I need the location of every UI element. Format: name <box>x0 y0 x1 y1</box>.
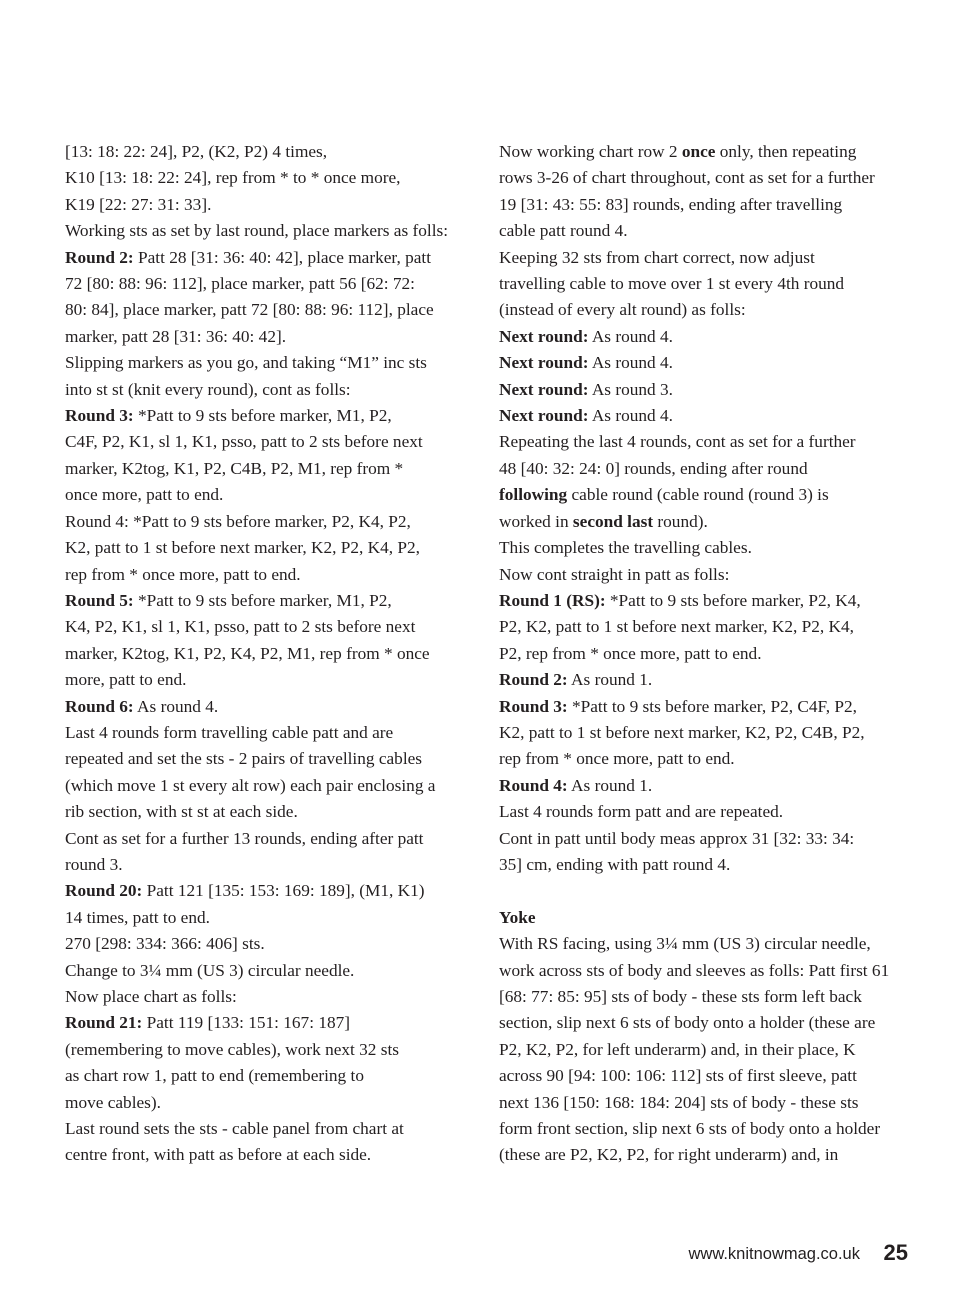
line-text: rep from * once more, patt to end. <box>499 749 735 769</box>
text-line <box>65 535 477 561</box>
line-text: Now place chart as folls: <box>65 987 237 1006</box>
text-line <box>65 852 477 878</box>
line-bold: second last <box>572 511 654 531</box>
text-line <box>65 1090 477 1116</box>
right-text-column <box>499 139 911 1169</box>
line-text: centre front, with patt as before at each side. <box>65 1145 372 1165</box>
text-line <box>499 139 911 165</box>
line-text: repeated and set the sts - 2 pairs of travelling cables <box>65 749 423 769</box>
line-text: round 3. <box>65 854 123 874</box>
text-line <box>499 509 911 535</box>
text-line <box>499 429 911 455</box>
line-bold: Next round: <box>499 326 589 346</box>
line-bold: Yoke <box>499 907 536 927</box>
text-line <box>499 482 911 508</box>
text-line <box>499 1090 911 1116</box>
line-text: marker, patt 28 [31: 36: 40: 42]. <box>65 326 287 346</box>
text-line <box>499 535 911 561</box>
line-text: 19 [31: 43: 55: 83] rounds, ending after travelling <box>499 194 843 214</box>
line-text: form front section, slip next 6 sts of body onto a holder <box>499 1119 881 1139</box>
text-line <box>499 324 911 350</box>
text-line <box>499 614 911 640</box>
line-text: [13: 18: 22: 24], P2, (K2, P2) 4 times, <box>65 142 328 161</box>
line-text: (instead of every alt round) as folls: <box>499 300 746 320</box>
line-bold: once <box>681 142 716 161</box>
line-text: marker, K2tog, K1, P2, K4, P2, M1, rep from * once <box>65 643 430 663</box>
text-line <box>65 350 477 376</box>
text-line <box>65 588 477 614</box>
text-line <box>499 562 911 588</box>
text-line <box>499 377 911 403</box>
line-text: K2, patt to 1 st before next marker, K2, P2, C4B, P2, <box>499 722 865 742</box>
line-text: once more, patt to end. <box>65 485 224 505</box>
line-text: Cont in patt until body meas approx 31 [32: 33: 34: <box>499 828 855 848</box>
text-line <box>499 456 911 482</box>
line-bold: following <box>499 485 568 505</box>
text-line <box>65 482 477 508</box>
text-line <box>65 1037 477 1063</box>
text-line <box>65 694 477 720</box>
text-line <box>499 271 911 297</box>
text-line <box>499 905 911 931</box>
text-line <box>499 720 911 746</box>
line-text: section, slip next 6 sts of body onto a holder (these are <box>499 1013 876 1033</box>
text-line <box>65 218 477 244</box>
line-text: Patt 28 [31: 36: 40: 42], place marker, patt <box>133 247 432 267</box>
text-line <box>65 1116 477 1142</box>
line-text: Change to 3¼ mm (US 3) circular needle. <box>65 960 355 980</box>
line-text: rep from * once more, patt to end. <box>65 564 301 584</box>
line-text: Working sts as set by last round, place markers as folls: <box>65 221 449 241</box>
text-line <box>65 931 477 957</box>
line-text: across 90 [94: 100: 106: 112] sts of first sleeve, patt <box>499 1066 857 1086</box>
line-text: As round 3. <box>588 379 673 399</box>
line-text: *Patt to 9 sts before marker, P2, C4F, P2, <box>567 696 857 716</box>
text-line <box>499 1063 911 1089</box>
text-line <box>499 641 911 667</box>
text-line <box>65 297 477 323</box>
line-text: *Patt to 9 sts before marker, M1, P2, <box>133 590 392 610</box>
text-line <box>499 852 911 878</box>
text-line <box>499 667 911 693</box>
text-line <box>499 588 911 614</box>
text-line <box>65 1063 477 1089</box>
text-line <box>65 456 477 482</box>
line-text: cable round (cable round (round 3) is <box>567 485 829 505</box>
text-line <box>499 218 911 244</box>
line-text: more, patt to end. <box>65 670 187 690</box>
line-text: As round 4. <box>588 326 673 346</box>
text-line <box>65 984 477 1010</box>
text-line <box>499 878 911 904</box>
line-text: 72 [80: 88: 96: 112], place marker, patt 56 [62: 72: <box>65 274 415 294</box>
line-text: Now working chart row 2 <box>499 142 682 161</box>
line-text: [68: 77: 85: 95] sts of body - these sts form left back <box>499 986 862 1006</box>
line-text: *Patt to 9 sts before marker, M1, P2, <box>133 406 392 426</box>
line-text: 35] cm, ending with patt round 4. <box>499 854 731 874</box>
line-bold: Next round: <box>499 406 589 426</box>
page-number: 25 <box>883 1240 908 1265</box>
text-line <box>65 641 477 667</box>
line-text: With RS facing, using 3¼ mm (US 3) circular needle, <box>499 934 871 954</box>
text-line <box>499 931 911 957</box>
line-text: Patt 121 [135: 153: 169: 189], (M1, K1) <box>142 881 425 901</box>
line-text: move cables). <box>65 1092 161 1112</box>
line-text: Last 4 rounds form travelling cable patt and are <box>65 722 394 742</box>
line-text: as chart row 1, patt to end (remembering to <box>65 1066 364 1086</box>
text-line <box>499 245 911 271</box>
text-line <box>65 614 477 640</box>
line-text: 48 [40: 32: 24: 0] rounds, ending after round <box>499 458 808 478</box>
line-text: As round 1. <box>567 775 653 795</box>
text-line <box>499 958 911 984</box>
line-bold: Next round: <box>499 353 589 373</box>
line-bold: Next round: <box>499 379 589 399</box>
line-bold: Round 5: <box>65 590 134 610</box>
line-text: *Patt to 9 sts before marker, P2, K4, <box>605 590 861 610</box>
text-line <box>65 667 477 693</box>
text-line <box>499 403 911 429</box>
line-text: Round 4: *Patt to 9 sts before marker, P2, K4, P2, <box>65 511 411 531</box>
line-text: (remembering to move cables), work next 32 sts <box>65 1039 400 1059</box>
text-line <box>65 1010 477 1036</box>
line-text: Now cont straight in patt as folls: <box>499 564 730 584</box>
text-line <box>65 878 477 904</box>
line-text: Keeping 32 sts from chart correct, now adjust <box>499 247 815 267</box>
line-text-after: round). <box>653 511 708 531</box>
text-line <box>65 509 477 535</box>
text-line <box>499 984 911 1010</box>
text-line <box>65 746 477 772</box>
line-text: work across sts of body and sleeves as folls: Patt first 61 <box>499 960 890 980</box>
line-bold: Round 6: <box>65 696 134 716</box>
line-text: Slipping markers as you go, and taking “M1” inc sts <box>65 353 427 373</box>
line-text: Last 4 rounds form patt and are repeated. <box>499 802 784 822</box>
line-bold: Round 3: <box>65 406 134 426</box>
text-line <box>65 905 477 931</box>
line-bold: Round 1 (RS): <box>499 590 606 610</box>
line-text: K10 [13: 18: 22: 24], rep from * to * once more, <box>65 168 401 188</box>
line-text: P2, K2, P2, for left underarm) and, in their place, K <box>499 1039 856 1059</box>
line-text: 14 times, patt to end. <box>65 907 210 927</box>
line-text: As round 1. <box>567 670 653 690</box>
line-bold: Round 21: <box>65 1013 143 1033</box>
text-line <box>65 826 477 852</box>
text-line <box>65 720 477 746</box>
text-line <box>499 746 911 772</box>
line-bold: Round 3: <box>499 696 568 716</box>
text-line <box>65 271 477 297</box>
text-line <box>499 165 911 191</box>
text-line <box>499 799 911 825</box>
line-text: K19 [22: 27: 31: 33]. <box>65 194 212 214</box>
line-text: As round 4. <box>588 406 673 426</box>
text-line <box>499 1037 911 1063</box>
line-text: (these are P2, K2, P2, for right underarm) and, in <box>499 1145 839 1165</box>
text-line <box>499 297 911 323</box>
line-text-after: only, then repeating <box>715 142 857 161</box>
line-text: 270 [298: 334: 366: 406] sts. <box>65 934 265 954</box>
line-bold: Round 2: <box>65 247 134 267</box>
line-bold: Round 20: <box>65 881 143 901</box>
text-line <box>499 1116 911 1142</box>
line-text: Cont as set for a further 13 rounds, ending after patt <box>65 828 424 848</box>
footer-url: www.knitnowmag.co.uk <box>688 1245 860 1263</box>
text-line <box>65 958 477 984</box>
line-text: K2, patt to 1 st before next marker, K2, P2, K4, P2, <box>65 538 420 558</box>
line-text: P2, rep from * once more, patt to end. <box>499 643 762 663</box>
text-line <box>499 1010 911 1036</box>
line-text: worked in <box>499 511 573 531</box>
text-line <box>499 1142 911 1168</box>
line-text: C4F, P2, K1, sl 1, K1, psso, patt to 2 sts before next <box>65 432 423 452</box>
text-line <box>65 403 477 429</box>
line-text: marker, K2tog, K1, P2, C4B, P2, M1, rep from * <box>65 458 404 478</box>
left-text-column <box>65 139 477 1169</box>
line-text: travelling cable to move over 1 st every 4th round <box>499 274 845 294</box>
text-line <box>499 694 911 720</box>
line-text: As round 4. <box>133 696 219 716</box>
line-bold: Round 2: <box>499 670 568 690</box>
text-line <box>65 324 477 350</box>
line-text: Last round sets the sts - cable panel from chart at <box>65 1119 404 1139</box>
line-text: rib section, with st st at each side. <box>65 802 298 822</box>
text-line <box>65 562 477 588</box>
text-line <box>65 377 477 403</box>
text-line <box>65 429 477 455</box>
line-text: This completes the travelling cables. <box>499 538 752 558</box>
text-line <box>499 773 911 799</box>
text-line <box>65 165 477 191</box>
line-text: next 136 [150: 168: 184: 204] sts of body - these sts <box>499 1092 859 1112</box>
line-text: 80: 84], place marker, patt 72 [80: 88: 96: 112], place <box>65 300 434 320</box>
text-line <box>65 1142 477 1168</box>
text-line <box>65 799 477 825</box>
line-text: Repeating the last 4 rounds, cont as set for a further <box>499 432 856 452</box>
line-text: rows 3-26 of chart throughout, cont as set for a further <box>499 168 875 188</box>
text-line <box>499 192 911 218</box>
line-text: As round 4. <box>588 353 673 373</box>
text-line <box>499 826 911 852</box>
text-line <box>499 350 911 376</box>
line-text: (which move 1 st every alt row) each pair enclosing a <box>65 775 436 795</box>
text-line <box>65 773 477 799</box>
line-text: Patt 119 [133: 151: 167: 187] <box>142 1013 350 1033</box>
line-text: cable patt round 4. <box>499 221 628 241</box>
line-text: P2, K2, patt to 1 st before next marker, K2, P2, K4, <box>499 617 854 637</box>
line-bold: Round 4: <box>499 775 568 795</box>
text-line <box>65 245 477 271</box>
text-line <box>65 192 477 218</box>
text-line <box>65 139 477 165</box>
line-text: K4, P2, K1, sl 1, K1, psso, patt to 2 sts before next <box>65 617 416 637</box>
line-text: into st st (knit every round), cont as folls: <box>65 379 351 399</box>
